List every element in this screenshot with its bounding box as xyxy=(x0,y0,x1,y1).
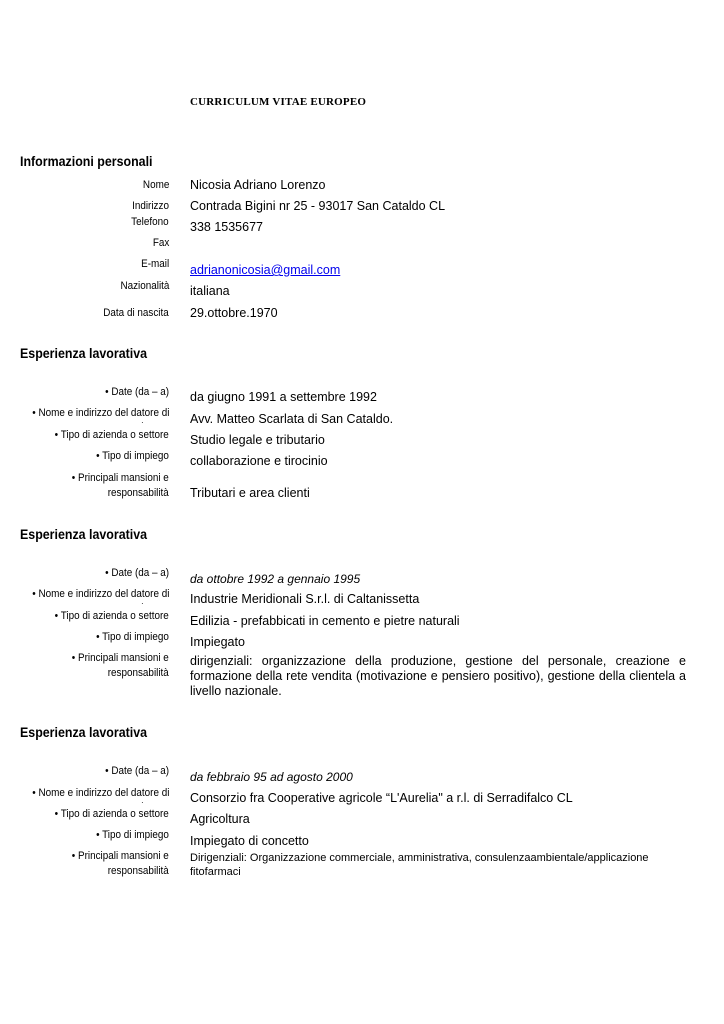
label-sector: • Tipo di azienda o settore xyxy=(54,610,169,622)
document-title: CURRICULUM VITAE EUROPEO xyxy=(190,96,367,108)
section-heading-experience-2: Esperienza lavorativa xyxy=(20,527,148,542)
value-employer: Avv. Matteo Scarlata di San Cataldo. xyxy=(190,412,394,426)
label-dates: • Date (da – a) xyxy=(105,386,169,398)
label-name: Nome xyxy=(142,179,169,191)
section-heading-experience-3: Esperienza lavorativa xyxy=(20,725,148,740)
label-employer: • Nome e indirizzo del datore di xyxy=(31,407,169,419)
value-sector: Studio legale e tributario xyxy=(190,433,325,447)
label-job-type: • Tipo di impiego xyxy=(96,450,169,462)
label-fax: Fax xyxy=(152,237,169,249)
label-email: E-mail xyxy=(140,258,169,270)
label-employer: • Nome e indirizzo del datore di xyxy=(31,588,169,600)
label-duties xyxy=(72,850,169,878)
label-birthdate: Data di nascita xyxy=(103,307,169,319)
value-sector: Edilizia - prefabbicati in cemento e pietre naturali xyxy=(190,614,460,628)
label-duties-line1: • Principali mansioni e xyxy=(71,850,169,862)
label-dot: · xyxy=(141,798,144,807)
label-duties xyxy=(72,652,169,680)
label-dates: • Date (da – a) xyxy=(105,567,169,579)
label-duties-line2: responsabilità xyxy=(107,667,169,679)
label-duties-line2: responsabilità xyxy=(107,487,169,499)
value-duties: dirigenziali: organizzazione della produzione, gestione del personale, creazione e formazione della rete vendita (motivazione e pensiero positivo), gestione della clientela a livello nazionale. xyxy=(190,654,686,698)
label-dot: · xyxy=(141,599,144,608)
label-phone: Telefono xyxy=(131,216,169,228)
label-duties-line1: • Principali mansioni e xyxy=(71,472,169,484)
value-duties: Dirigenziali: Organizzazione commerciale, amministrativa, consulenzaambientale/applicazione fitofarmaci xyxy=(190,852,649,878)
label-employer: • Nome e indirizzo del datore di xyxy=(31,787,169,799)
value-birthdate: 29.ottobre.1970 xyxy=(190,306,278,320)
label-dot: · xyxy=(141,418,144,427)
value-job-type: collaborazione e tirocinio xyxy=(190,454,328,468)
value-dates: da ottobre 1992 a gennaio 1995 xyxy=(190,572,361,586)
value-phone: 338 1535677 xyxy=(190,220,263,234)
label-address: Indirizzo xyxy=(132,200,169,212)
value-name: Nicosia Adriano Lorenzo xyxy=(190,178,326,192)
section-heading-personal: Informazioni personali xyxy=(20,154,153,169)
value-nationality: italiana xyxy=(190,284,230,298)
value-dates: da giugno 1991 a settembre 1992 xyxy=(190,390,377,404)
value-email[interactable]: adrianonicosia@gmail.com xyxy=(190,263,341,277)
label-sector: • Tipo di azienda o settore xyxy=(54,808,169,820)
value-duties: Tributari e area clienti xyxy=(190,486,310,500)
label-duties-line1: • Principali mansioni e xyxy=(71,652,169,664)
label-job-type: • Tipo di impiego xyxy=(96,829,169,841)
label-job-type: • Tipo di impiego xyxy=(96,631,169,643)
value-dates: da febbraio 95 ad agosto 2000 xyxy=(190,770,353,784)
value-address: Contrada Bigini nr 25 - 93017 San Cataldo CL xyxy=(190,199,446,213)
value-sector: Agricoltura xyxy=(190,812,250,826)
value-job-type: Impiegato xyxy=(190,635,245,649)
value-employer: Industrie Meridionali S.r.l. di Caltanissetta xyxy=(190,592,420,606)
label-duties-line2: responsabilità xyxy=(107,865,169,877)
section-heading-experience-1: Esperienza lavorativa xyxy=(20,346,148,361)
value-job-type: Impiegato di concetto xyxy=(190,834,309,848)
label-sector: • Tipo di azienda o settore xyxy=(54,429,169,441)
label-nationality: Nazionalità xyxy=(120,280,169,292)
value-employer: Consorzio fra Cooperative agricole “L'Aurelia" a r.l. di Serradifalco CL xyxy=(190,791,573,805)
label-dates: • Date (da – a) xyxy=(105,765,169,777)
label-duties xyxy=(72,472,169,500)
